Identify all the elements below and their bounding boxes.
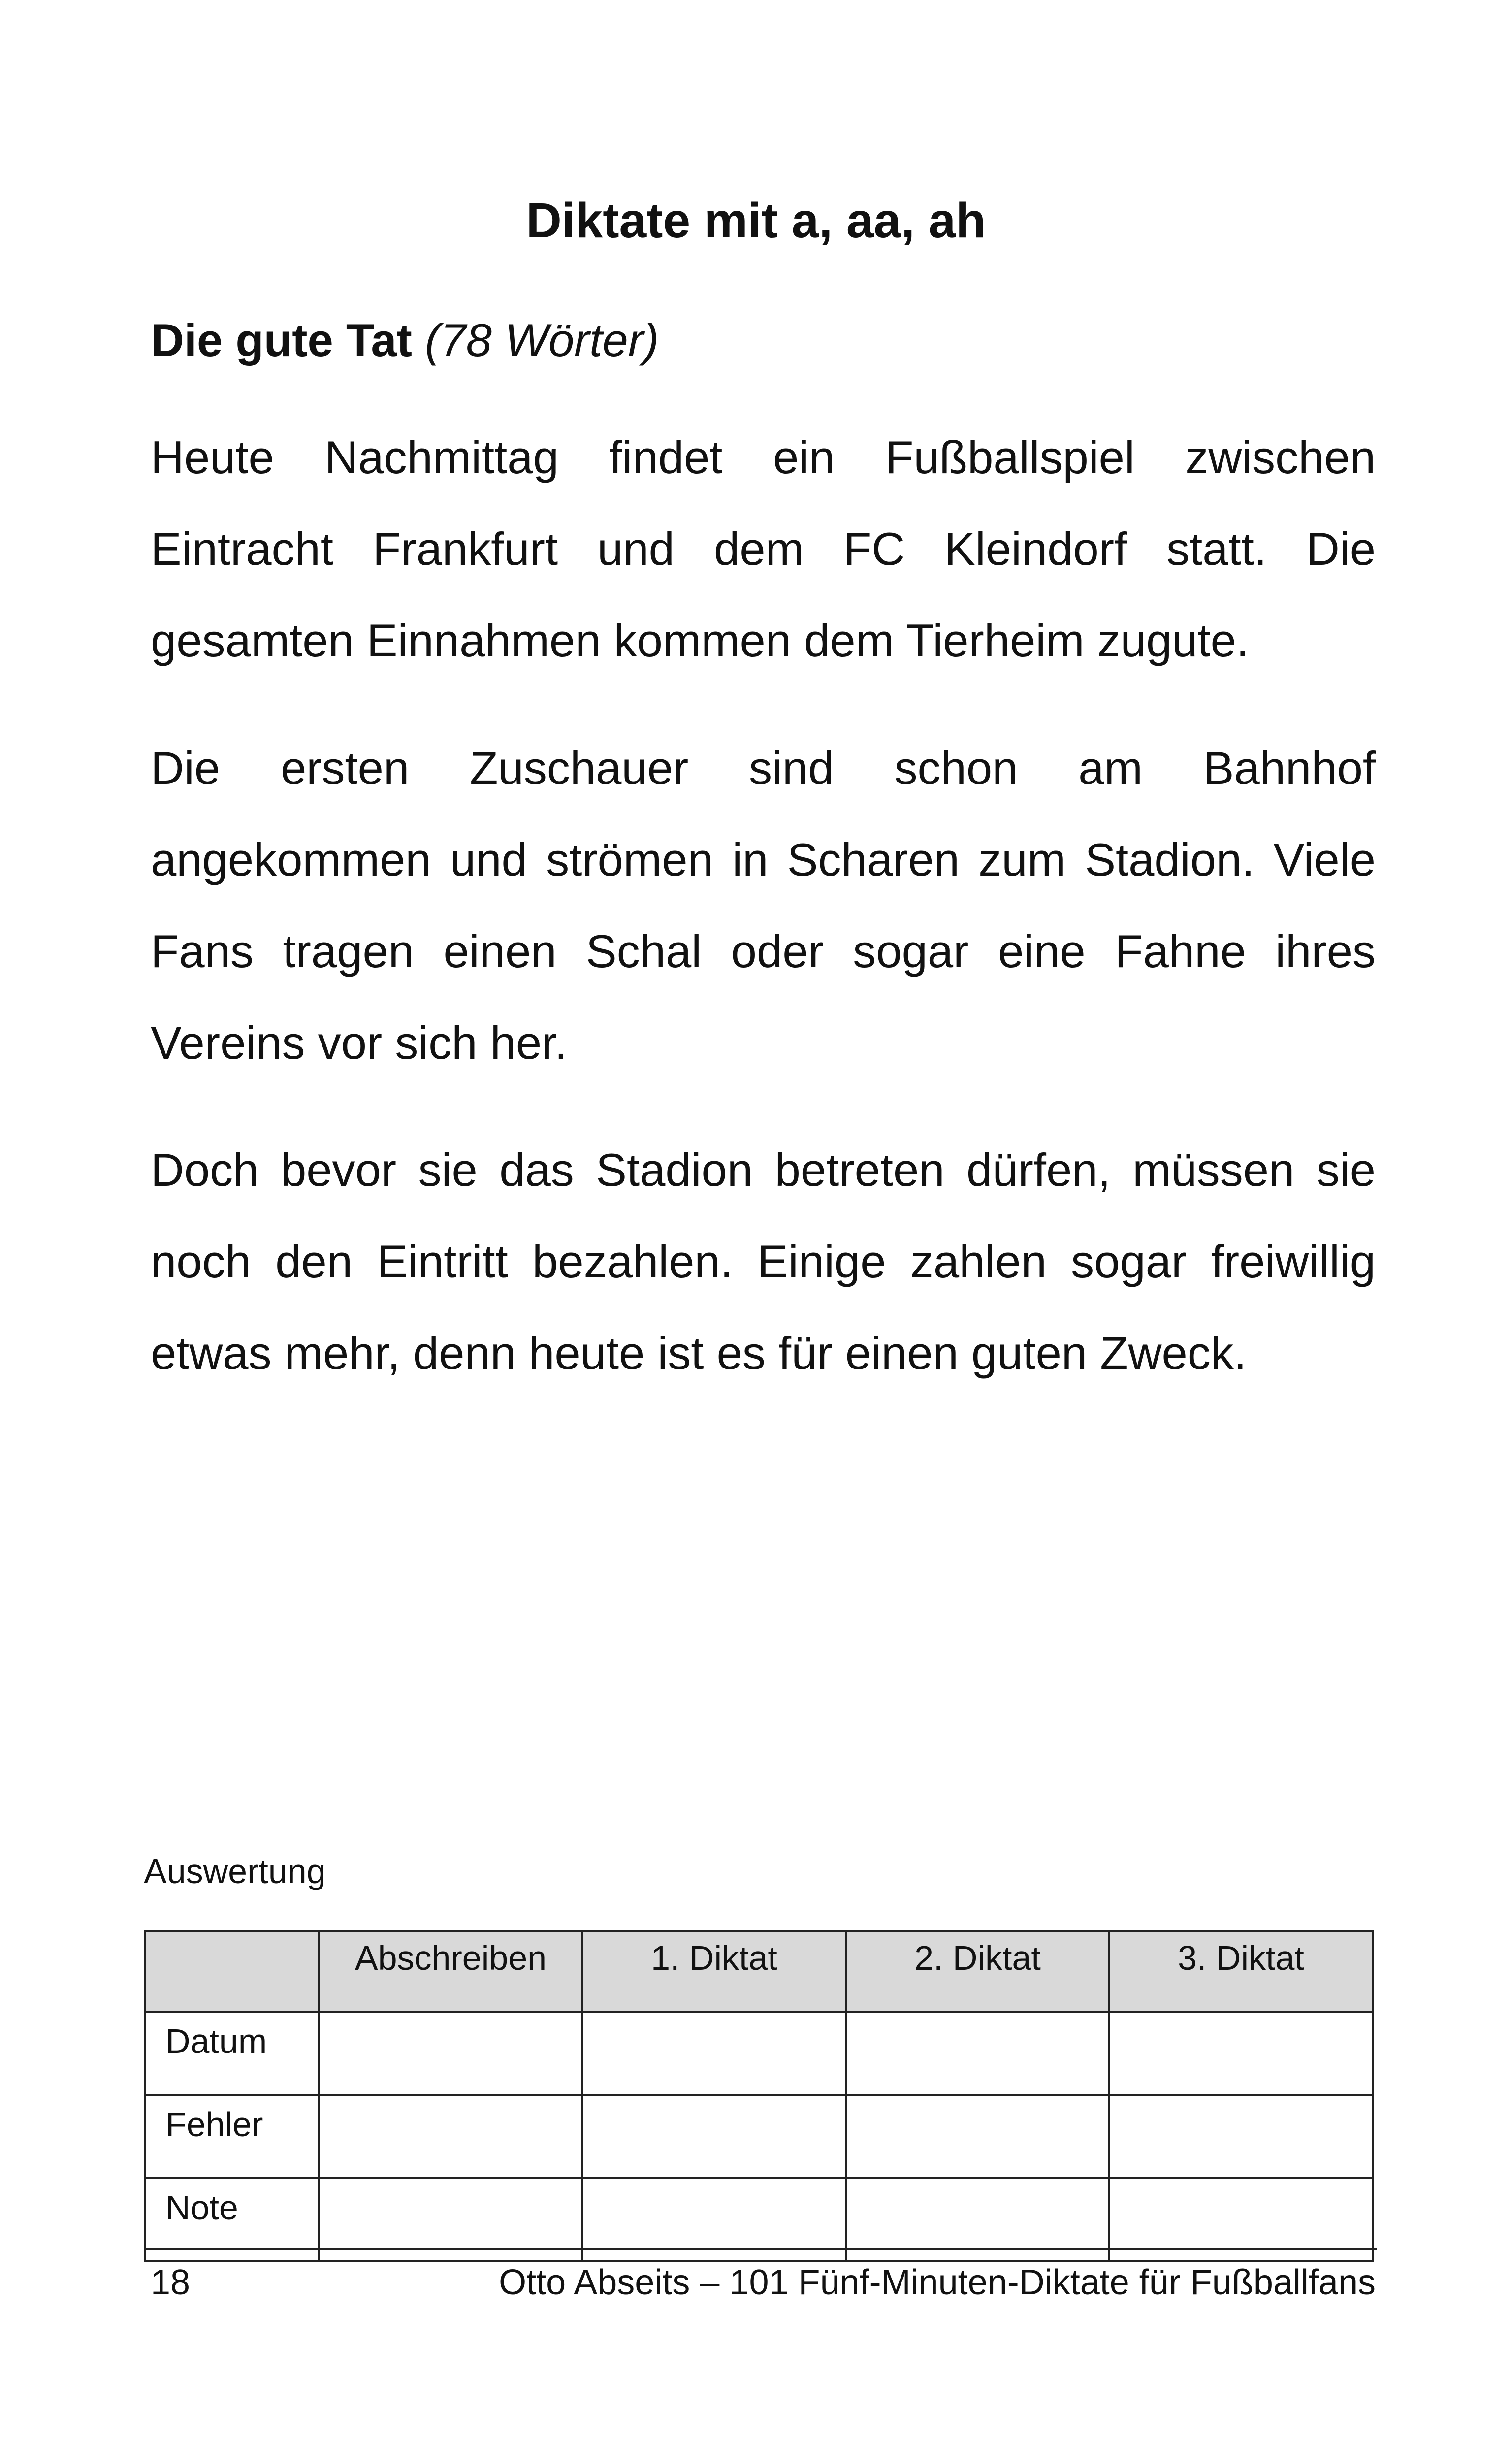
paragraph-2: Die ersten Zuschauer sind schon am Bahnhof angekommen und strömen in Scharen zum Stadion. Viele Fans tragen einen Schal oder sogar eine Fahne ihres Vereins vor sich her. [151, 742, 1376, 1069]
column-header-abschreiben: Abschreiben [319, 1931, 582, 2012]
paragraph-1: Heute Nachmittag findet ein Fußballspiel zwischen Eintracht Frankfurt und dem FC Kleindorf statt. Die gesamten Einnahmen kommen dem Tierheim zugute. [151, 431, 1376, 666]
table-cell [1109, 2012, 1373, 2095]
row-header-fehler: Fehler [145, 2095, 319, 2178]
table-header-row [145, 1931, 1373, 2012]
column-header-diktat-2: 2. Diktat [846, 1931, 1109, 2012]
table-cell [582, 2012, 846, 2095]
table-row [145, 2095, 1373, 2178]
table-cell [846, 2095, 1109, 2178]
evaluation-table [144, 1930, 1374, 2262]
table-corner-cell [145, 1931, 319, 2012]
table-cell [846, 2012, 1109, 2095]
row-header-datum: Datum [145, 2012, 319, 2095]
page-number: 18 [151, 2263, 191, 2302]
dictation-title: Die gute Tat [151, 314, 412, 366]
footer-divider [144, 2248, 1377, 2250]
table-cell [1109, 2095, 1373, 2178]
table-cell [582, 2095, 846, 2178]
footer-book-title: Otto Abseits – 101 Fünf-Minuten-Diktate für Fußballfans [499, 2263, 1376, 2302]
page-title: Diktate mit a, aa, ah [526, 193, 986, 248]
evaluation-label: Auswertung [144, 1852, 326, 1890]
paragraph-3: Doch bevor sie das Stadion betreten dürfen, müssen sie noch den Eintritt bezahlen. Einige zahlen sogar freiwillig etwas mehr, denn heute ist es für einen guten Zweck. [151, 1144, 1376, 1379]
table-cell [319, 2095, 582, 2178]
column-header-diktat-3: 3. Diktat [1109, 1931, 1373, 2012]
table-cell [319, 2012, 582, 2095]
table-row [145, 2012, 1373, 2095]
dictation-word-count: (78 Wörter) [425, 314, 659, 366]
dictation-heading [151, 308, 659, 372]
row-header-note: Note [145, 2178, 319, 2261]
column-header-diktat-1: 1. Diktat [582, 1931, 846, 2012]
